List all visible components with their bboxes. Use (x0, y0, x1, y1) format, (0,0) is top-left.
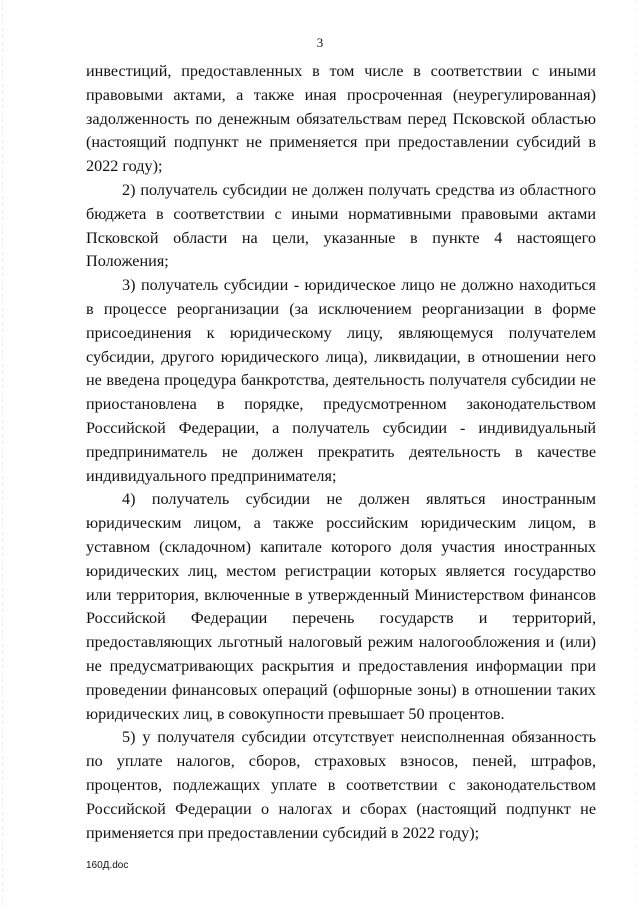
page-number: 3 (316, 35, 324, 50)
scan-edge-right (635, 0, 636, 905)
paragraph-continuation: инвестиций, предоставленных в том числе в соответствии с иными правовыми актами, а также иная просроченная (неурегулированная) задолженность по денежным обязательствам перед Псковской областью (настоящий подпункт не применяется при предоставлении субсидий в 2022 году); (86, 62, 596, 176)
document-body (86, 60, 596, 845)
paragraph-item-5: 5) у получателя субсидии отсутствует неисполненная обязанность по уплате налогов, сборов, страховых взносов, пеней, штрафов, процентов, подлежащих уплате в соответствии с законодательством Российской Федерации о налогах и сборах (настоящий подпункт не применяется при предоставлении субсидий в 2022 году); (86, 728, 596, 842)
scan-edge-left (2, 0, 3, 905)
paragraph-item-3: 3) получатель субсидии - юридическое лицо не должно находиться в процессе реорганизации (за исключением реорганизации в форме присоединения к юридическому лицу, являющемуся получателем субсидии, другого юридического лица), ликвидации, в отношении него не введена процедура банкротства, деятельность получателя субсидии не приостановлена в порядке, предусмотренном законодательством Российской Федерации, а получатель субсидии - индивидуальный предприниматель не должен прекратить деятельность в качестве индивидуального предпринимателя; (86, 276, 596, 485)
footer-filename: 160Д.doc (86, 860, 129, 871)
paragraph-item-2: 2) получатель субсидии не должен получать средства из областного бюджета в соответствии с иными нормативными правовыми актами Псковской области на цели, указанные в пункте 4 настоящего Положения; (86, 180, 596, 271)
paragraph-item-4: 4) получатель субсидии не должен являться иностранным юридическим лицом, а также российским юридическим лицом, в уставном (складочном) капитале которого доля участия иностранных юридических лиц, местом регистрации которых является государство или территория, включенные в утвержденный Министерством финансов Российской Федерации перечень государств и территорий, предоставляющих льготный налоговый режим налогообложения и (или) не предусматривающих раскрытия и предоставления информации при проведении финансовых операций (офшорные зоны) в отношении таких юридических лиц, в совокупности превышает 50 процентов. (86, 490, 596, 723)
